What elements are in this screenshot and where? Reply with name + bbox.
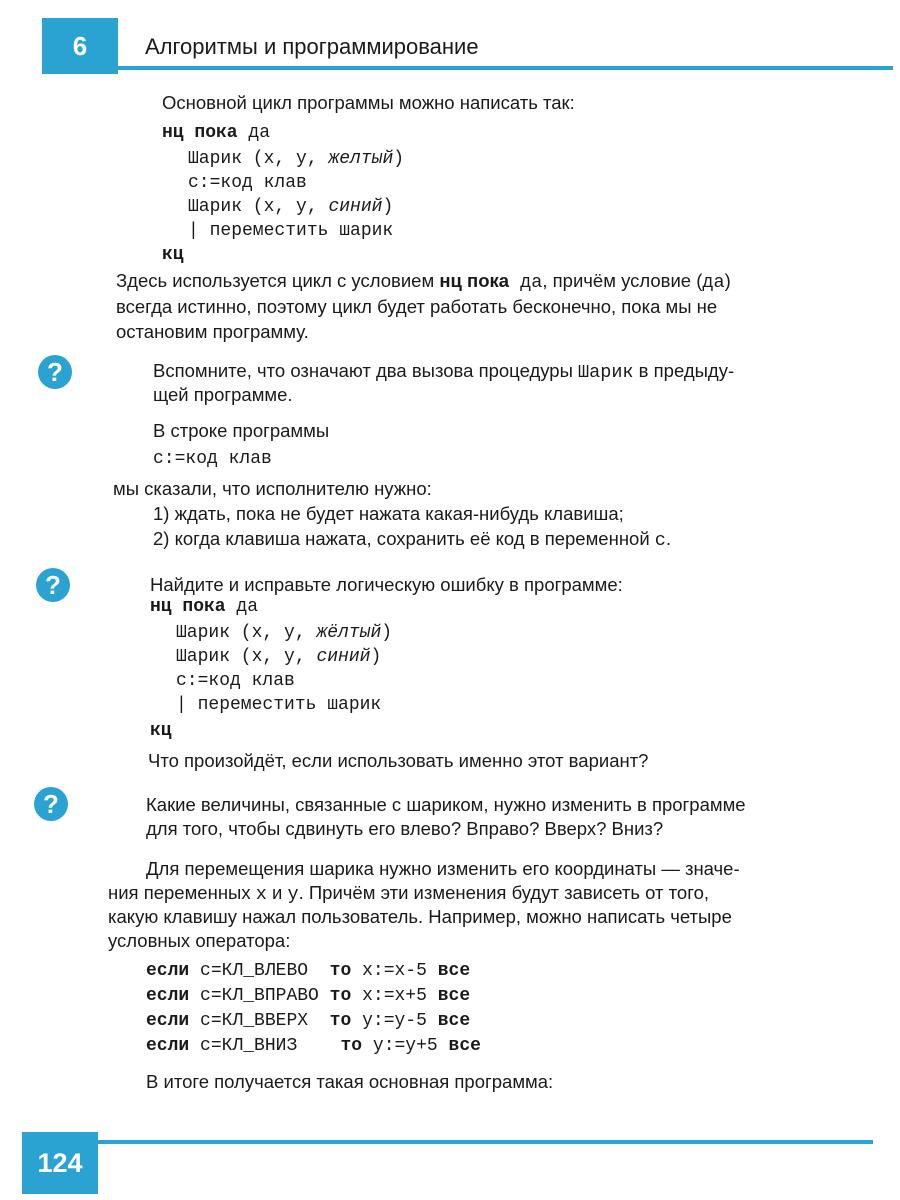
text: . Причём эти изменения будут зависеть от того, bbox=[298, 882, 709, 903]
para2-line-1: В строке программы bbox=[153, 420, 330, 441]
keyword-if: если bbox=[146, 1011, 190, 1031]
code-keyword: нц пока bbox=[162, 123, 238, 143]
code-text: ) bbox=[393, 149, 405, 169]
header-divider bbox=[118, 66, 893, 70]
question2-ask: Что произойдёт, если использовать именно этот вариант? bbox=[148, 750, 649, 771]
condition: с=КЛ_ВВЕРХ bbox=[200, 1011, 309, 1031]
code2-line-end: кц bbox=[150, 721, 172, 741]
code2-line-1 bbox=[176, 624, 392, 642]
code1-line-1 bbox=[188, 150, 404, 168]
page-title: Алгоритмы и программирование bbox=[145, 34, 479, 59]
code-text: Шарик (x, y, bbox=[176, 623, 317, 643]
code-text: Шарик (x, y, bbox=[188, 197, 329, 217]
keyword-end: все bbox=[437, 1011, 471, 1031]
action: y:=y+5 bbox=[372, 1036, 438, 1056]
keyword-then: то bbox=[329, 961, 352, 981]
code-text: Шарик (x, y, bbox=[176, 647, 317, 667]
code-keyword: нц пока bbox=[150, 597, 226, 617]
page-number: 124 bbox=[22, 1132, 98, 1194]
condition-line bbox=[146, 962, 470, 980]
code-inline: да bbox=[702, 272, 725, 293]
code-inline: с bbox=[654, 530, 666, 551]
final-text: В итоге получается такая основная программа: bbox=[146, 1071, 554, 1092]
explanation-line-1 bbox=[116, 272, 731, 293]
condition: с=КЛ_ВНИЗ bbox=[200, 1036, 298, 1056]
intro-text: Основной цикл программы можно написать так: bbox=[162, 92, 575, 113]
keyword-then: то bbox=[329, 1011, 352, 1031]
text: в предыду- bbox=[633, 360, 735, 381]
code-inline: да bbox=[509, 272, 543, 293]
keyword-end: все bbox=[437, 986, 471, 1006]
condition: с=КЛ_ВПРАВО bbox=[200, 986, 319, 1006]
text: Вспомните, что означают два вызова процедуры bbox=[153, 360, 579, 381]
code1-line-start bbox=[162, 124, 270, 142]
code-text: ) bbox=[382, 197, 394, 217]
code-color: синий bbox=[328, 197, 383, 217]
para3-line-2 bbox=[108, 884, 709, 905]
code-text: ) bbox=[370, 647, 382, 667]
code2-line-start bbox=[150, 598, 258, 616]
keyword-if: если bbox=[146, 1036, 190, 1056]
condition-line bbox=[146, 1012, 470, 1030]
condition-line bbox=[146, 987, 470, 1005]
keyword: нц пока bbox=[439, 270, 510, 291]
code-text: ) bbox=[381, 623, 393, 643]
para2-item-2 bbox=[153, 530, 671, 551]
code1-line-3 bbox=[188, 198, 393, 216]
question2-line-1: Найдите и исправьте логическую ошибку в программе: bbox=[150, 574, 623, 595]
keyword-if: если bbox=[146, 986, 190, 1006]
code2-line-2 bbox=[176, 648, 381, 666]
code-text: Шарик (x, y, bbox=[188, 149, 329, 169]
para2-item-1: 1) ждать, пока не будет нажата какая-нибудь клавиша; bbox=[153, 503, 624, 524]
question1-line-1 bbox=[153, 362, 734, 383]
para2-line-2: мы сказали, что исполнителю нужно: bbox=[113, 478, 432, 499]
text: . bbox=[665, 528, 672, 549]
code1-line-2: с:=код клав bbox=[188, 173, 307, 193]
question-icon: ? bbox=[34, 787, 68, 821]
chapter-number: 6 bbox=[42, 18, 118, 74]
code-inline: y bbox=[287, 884, 299, 905]
code2-line-3: с:=код клав bbox=[176, 671, 295, 691]
keyword-if: если bbox=[146, 961, 190, 981]
keyword-then: то bbox=[340, 1036, 363, 1056]
para3-line-4: условных оператора: bbox=[108, 930, 291, 951]
code2-line-4: | переместить шарик bbox=[176, 695, 382, 715]
explanation-line-3: остановим программу. bbox=[116, 321, 309, 342]
text: 2) когда клавиша нажата, сохранить её код в переменной bbox=[153, 528, 655, 549]
text: и bbox=[266, 882, 288, 903]
code-inline: x bbox=[255, 884, 267, 905]
keyword-end: все bbox=[448, 1036, 481, 1056]
keyword-then: то bbox=[329, 986, 352, 1006]
text: , причём условие ( bbox=[542, 270, 703, 291]
code-condition: да bbox=[225, 597, 259, 617]
action: x:=x+5 bbox=[362, 986, 427, 1006]
para2-code: с:=код клав bbox=[153, 449, 272, 469]
para3-line-3: какую клавишу нажал пользователь. Например, можно написать четыре bbox=[108, 906, 732, 927]
code1-line-end: кц bbox=[162, 245, 184, 265]
code-color: жёлтый bbox=[316, 623, 382, 643]
action: x:=x-5 bbox=[362, 961, 427, 981]
question-icon: ? bbox=[38, 355, 72, 389]
question3-line-1: Какие величины, связанные с шариком, нужно изменить в программе bbox=[146, 794, 746, 815]
explanation-line-2: всегда истинно, поэтому цикл будет работать бесконечно, пока мы не bbox=[116, 296, 718, 317]
para3-line-1: Для перемещения шарика нужно изменить его координаты — значе- bbox=[146, 858, 740, 879]
text: ) bbox=[724, 270, 731, 291]
action: y:=y-5 bbox=[362, 1011, 427, 1031]
text: ния переменных bbox=[108, 882, 256, 903]
code-color: синий bbox=[316, 647, 371, 667]
question1-line-2: щей программе. bbox=[153, 384, 293, 405]
condition: с=КЛ_ВЛЕВО bbox=[200, 961, 309, 981]
question3-line-2: для того, чтобы сдвинуть его влево? Вправо? Вверх? Вниз? bbox=[146, 818, 664, 839]
condition-line bbox=[146, 1037, 481, 1055]
code-color: желтый bbox=[328, 149, 394, 169]
code-condition: да bbox=[237, 123, 271, 143]
keyword-end: все bbox=[437, 961, 471, 981]
code-inline: Шарик bbox=[578, 362, 634, 383]
footer-divider bbox=[98, 1140, 873, 1144]
code1-line-4: | переместить шарик bbox=[188, 221, 394, 241]
text: Здесь используется цикл с условием bbox=[116, 270, 440, 291]
question-icon: ? bbox=[36, 568, 70, 602]
